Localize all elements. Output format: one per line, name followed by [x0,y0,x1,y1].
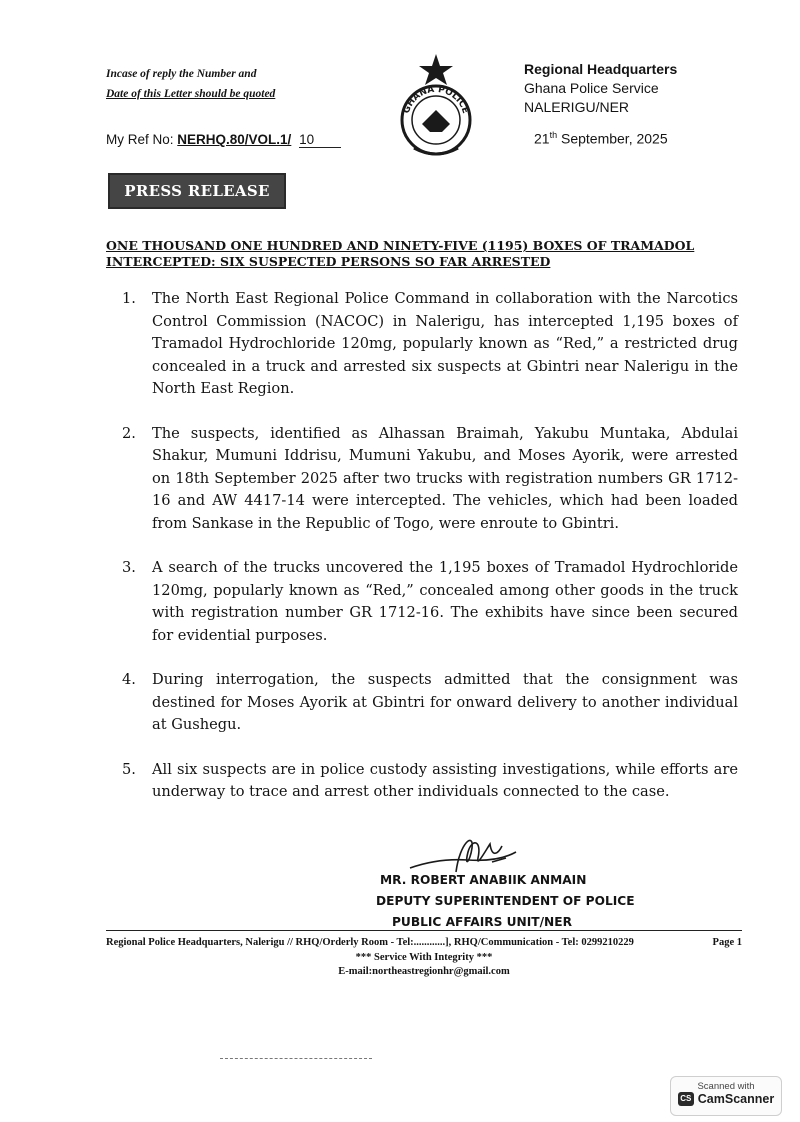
paragraph-number: 5. [122,760,136,778]
signatory-unit: PUBLIC AFFAIRS UNIT/NER [392,915,572,929]
paragraph-text: The North East Regional Police Command in collaboration with the Narcotics Control Commission (NACOC) in Nalerigu, has intercepted 1,195 boxes of Tramadol Hydrochloride 120mg, popularly known as “Red,” a restricted drug concealed in a truck and arrested six suspects at Gbintri near Nalerigu in the North East Region. [152,290,738,397]
paragraph-number: 3. [122,559,136,576]
footer-address: Regional Police Headquarters, Nalerigu // RHQ/Orderly Room - Tel:............], RHQ/Communication - Tel: 0299210229 [106,937,634,948]
list-item [122,759,738,804]
crest-text: GHANA POLICE [401,84,471,115]
footer-address-line [106,937,742,948]
paragraph-number: 1. [122,290,136,307]
page-number: Page 1 [712,937,742,948]
press-release-banner: PRESS RELEASE [108,173,286,209]
footer-contact [106,951,742,979]
signatory-block [376,870,635,933]
headline-line1: ONE THOUSAND ONE HUNDRED AND NINETY-FIVE (1195) BOXES OF TRAMADOL [106,238,695,253]
reply-note-line2: Date of this Letter should be quoted [106,88,276,100]
reference-number [106,132,341,148]
footer-divider [106,930,742,931]
ref-label: My Ref No: [106,132,174,147]
reply-instruction [106,64,275,104]
list-item [122,288,738,401]
ref-code: NERHQ.80/VOL.1/ [177,132,292,147]
list-item [122,669,738,737]
paragraph-text: The suspects, identified as Alhassan Braimah, Yakubu Muntaka, Abdulai Shakur, Mumuni Iddrisu, Mumuni Yakubu, and Moses Ayorik, were arrested on 18th September 2025 after two trucks with registration numbers GR 1712-16 and AW 4417-14 were intercepted. The vehicles, which had been loaded from Sankase in the Republic of Togo, were enroute to Gbintri. [152,424,738,532]
hq-location: NALERIGU/NER [524,99,630,115]
footer-motto: *** Service With Integrity *** [355,952,493,963]
ref-number: 10 [299,132,341,148]
hq-service: Ghana Police Service [524,80,659,96]
letter-date [534,130,668,147]
camscanner-brand [671,1092,781,1106]
paragraph-number: 2. [122,424,136,442]
camscanner-watermark [670,1076,782,1116]
camscanner-logo-icon: CS [678,1092,694,1106]
ghana-police-crest-icon [384,52,488,162]
release-paragraphs [122,288,738,826]
headline-line2: INTERCEPTED: SIX SUSPECTED PERSONS SO FAR ARRESTED [106,254,551,269]
paragraph-text: All six suspects are in police custody assisting investigations, while efforts are underway to trace and arrest other individuals connected to the case. [152,760,738,800]
footer-email: E-mail:northeastregionhr@gmail.com [338,966,510,977]
paragraph-text: A search of the trucks uncovered the 1,195 boxes of Tramadol Hydrochloride 120mg, popularly known as “Red,” concealed among other goods in the truck with registration number GR 1712-16. The exhibits have since been secured for evidential purposes. [152,559,738,644]
scanned-with-label: Scanned with [697,1081,755,1092]
headquarters-address [524,60,677,117]
paragraph-text: During interrogation, the suspects admitted that the consignment was destined for Moses Ayorik at Gbintri for onward delivery to another individual at Gushegu. [152,671,738,733]
camscanner-name: CamScanner [697,1092,775,1106]
reply-note-line1: Incase of reply the Number and [106,68,257,80]
date-day: 21 [534,130,550,147]
scan-artifact-line [220,1058,372,1059]
hq-title: Regional Headquarters [524,61,678,77]
list-item [122,423,738,536]
headline [106,238,746,270]
date-suffix: th [549,130,558,140]
signatory-title: DEPUTY SUPERINTENDENT OF POLICE [376,894,635,908]
list-item [122,557,738,647]
paragraph-number: 4. [122,671,136,688]
date-rest: September, 2025 [557,130,668,147]
signatory-name: MR. ROBERT ANABIIK ANMAIN [380,873,587,887]
